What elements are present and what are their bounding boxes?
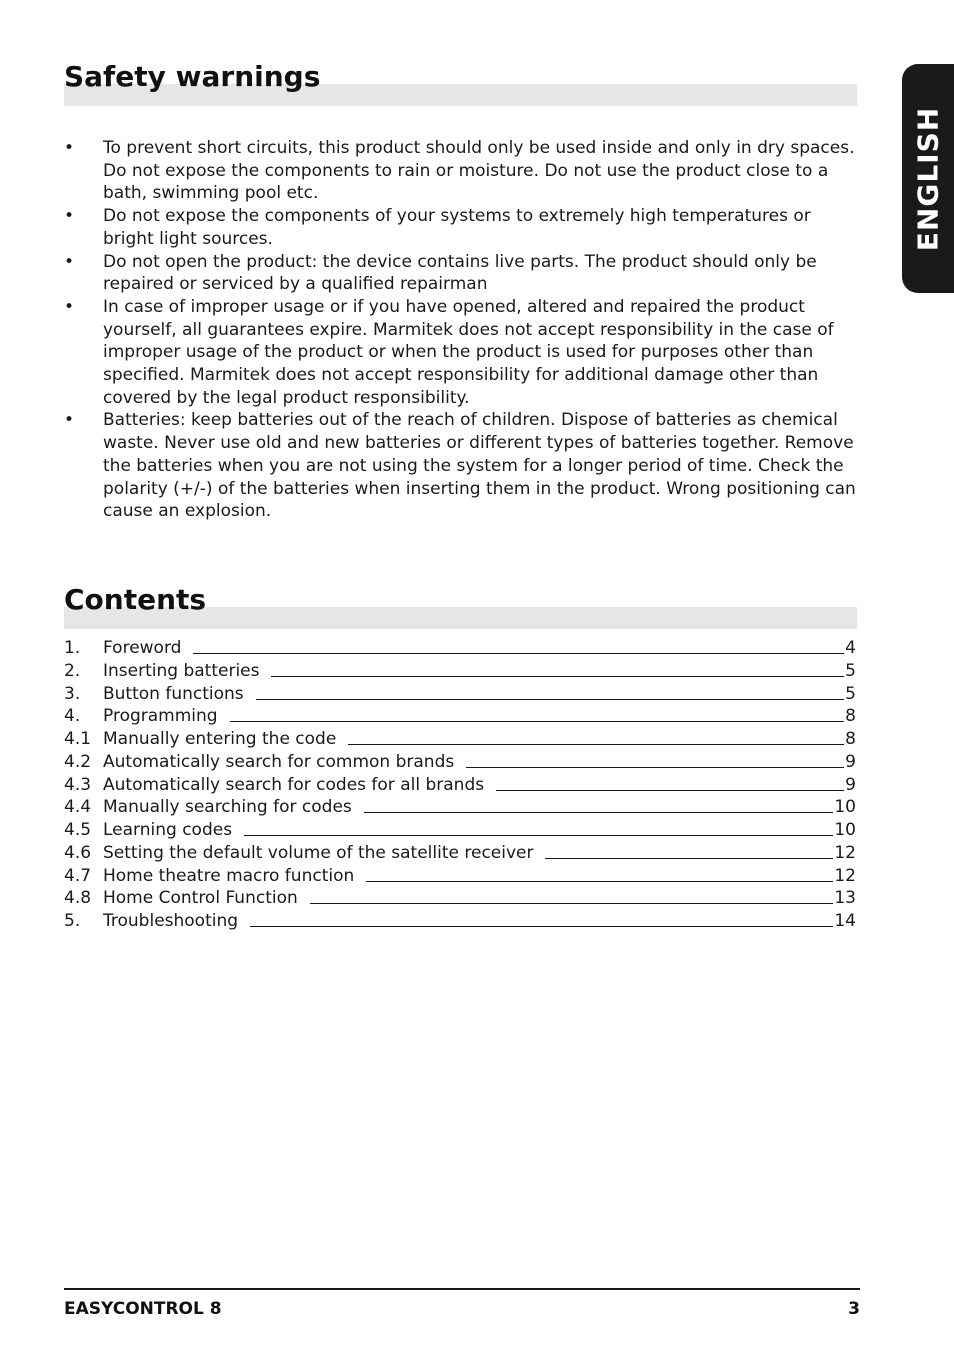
- toc-leader: [545, 844, 833, 859]
- toc-label: Home theatre macro function: [103, 865, 355, 886]
- footer-page-number: 3: [848, 1299, 860, 1319]
- toc-page: 10: [834, 820, 856, 840]
- list-item: [64, 137, 864, 205]
- toc-entry[interactable]: [64, 728, 856, 751]
- bullet: •: [64, 296, 75, 317]
- toc-leader: [366, 867, 833, 882]
- toc-leader: [230, 707, 845, 722]
- toc-page: 13: [834, 888, 856, 909]
- toc-entry[interactable]: [64, 796, 856, 819]
- toc-entry[interactable]: [64, 660, 856, 683]
- toc-label: Setting the default volume of the satellite receiver: [103, 842, 534, 863]
- warning-text: Do not open the product: the device contains live parts. The product should only be repaired or serviced by a qualified repairman: [103, 251, 817, 295]
- toc-number: 4.2: [64, 751, 92, 772]
- toc-label: Automatically search for codes for all brands: [103, 774, 485, 795]
- toc-page: 4: [845, 638, 856, 658]
- toc-label: Manually searching for codes: [103, 797, 352, 818]
- list-item: [64, 296, 864, 410]
- toc-number: 1.: [64, 638, 81, 658]
- toc-number: 4.3: [64, 774, 92, 795]
- toc-leader: [364, 798, 834, 813]
- toc-label: Programming: [103, 706, 218, 727]
- toc-page: 8: [845, 706, 856, 727]
- toc-number: 4.1: [64, 729, 92, 749]
- toc-number: 4.5: [64, 820, 92, 840]
- toc-page: 9: [845, 751, 856, 772]
- toc-label: Learning codes: [103, 820, 233, 840]
- toc-page: 5: [845, 683, 856, 704]
- bullet: •: [64, 206, 75, 227]
- toc-label: Inserting batteries: [103, 660, 260, 681]
- toc-number: 4.: [64, 706, 81, 727]
- bullet: •: [64, 410, 75, 431]
- toc-label: Manually entering the code: [103, 729, 337, 749]
- toc-entry[interactable]: [64, 705, 856, 728]
- safety-warnings-heading: [64, 60, 857, 106]
- toc-leader: [348, 730, 844, 745]
- table-of-contents: [64, 637, 856, 933]
- toc-entry[interactable]: [64, 751, 856, 774]
- toc-number: 4.6: [64, 842, 92, 863]
- footer-product-name: EASYCONTROL 8: [64, 1299, 222, 1319]
- toc-number: 4.7: [64, 865, 92, 886]
- toc-entry[interactable]: [64, 887, 856, 910]
- bullet: •: [64, 138, 75, 158]
- toc-label: Troubleshooting: [103, 911, 239, 931]
- toc-number: 4.8: [64, 888, 92, 909]
- toc-leader: [244, 821, 833, 836]
- warning-text: In case of improper usage or if you have opened, altered and repaired the product yourself, all guarantees expire. Marmitek does not accept responsibility in the case of improper usage of the product or when the product is used for purposes other than specified. Marmitek does not accept responsibility for additional damage other than covered by the legal product responsibility.: [103, 296, 834, 408]
- warning-text: Batteries: keep batteries out of the reach of children. Dispose of batteries as chemical waste. Never use old and new batteries or different types of batteries together. Remove the batteries when you are not using the system for a longer period of time. Check the polarity (+/-) of the batteries when inserting them in the product. Wrong positioning can cause an explosion.: [103, 410, 856, 522]
- contents-heading: [64, 583, 857, 629]
- language-tab: [902, 64, 954, 293]
- list-item: [64, 251, 864, 296]
- toc-leader: [496, 776, 844, 791]
- toc-entry[interactable]: [64, 683, 856, 706]
- toc-leader: [310, 889, 834, 904]
- toc-number: 2.: [64, 660, 81, 681]
- toc-page: 5: [845, 660, 856, 681]
- toc-entry[interactable]: [64, 774, 856, 797]
- toc-label: Automatically search for common brands: [103, 751, 455, 772]
- warning-text: To prevent short circuits, this product should only be used inside and only in dry spaces. Do not expose the components to rain or moisture. Do not use the product close to a bath, swimming pool etc.: [103, 138, 855, 204]
- toc-number: 5.: [64, 911, 81, 931]
- toc-page: 12: [834, 865, 856, 886]
- list-item: [64, 205, 864, 250]
- toc-leader: [256, 685, 845, 700]
- list-item: [64, 409, 864, 523]
- toc-page: 12: [834, 842, 856, 863]
- contents-title: Contents: [64, 583, 207, 616]
- bullet: •: [64, 251, 75, 272]
- toc-leader: [250, 912, 833, 927]
- toc-page: 10: [834, 797, 856, 818]
- warning-text: Do not expose the components of your systems to extremely high temperatures or bright light sources.: [103, 206, 811, 249]
- toc-entry[interactable]: [64, 637, 856, 660]
- toc-page: 8: [845, 729, 856, 749]
- toc-page: 9: [845, 774, 856, 795]
- safety-warnings-title: Safety warnings: [64, 60, 321, 93]
- toc-leader: [193, 639, 844, 654]
- language-tab-label: ENGLISH: [911, 106, 945, 251]
- footer-divider: [64, 1288, 860, 1290]
- toc-leader: [466, 753, 844, 768]
- toc-page: 14: [834, 911, 856, 931]
- toc-leader: [271, 662, 844, 677]
- safety-warnings-list: [64, 137, 864, 523]
- toc-number: 4.4: [64, 797, 92, 818]
- toc-entry[interactable]: [64, 865, 856, 888]
- toc-number: 3.: [64, 683, 81, 704]
- toc-entry[interactable]: [64, 910, 856, 933]
- toc-entry[interactable]: [64, 819, 856, 842]
- toc-label: Home Control Function: [103, 888, 298, 909]
- toc-label: Button functions: [103, 683, 244, 704]
- toc-entry[interactable]: [64, 842, 856, 865]
- toc-label: Foreword: [103, 638, 182, 658]
